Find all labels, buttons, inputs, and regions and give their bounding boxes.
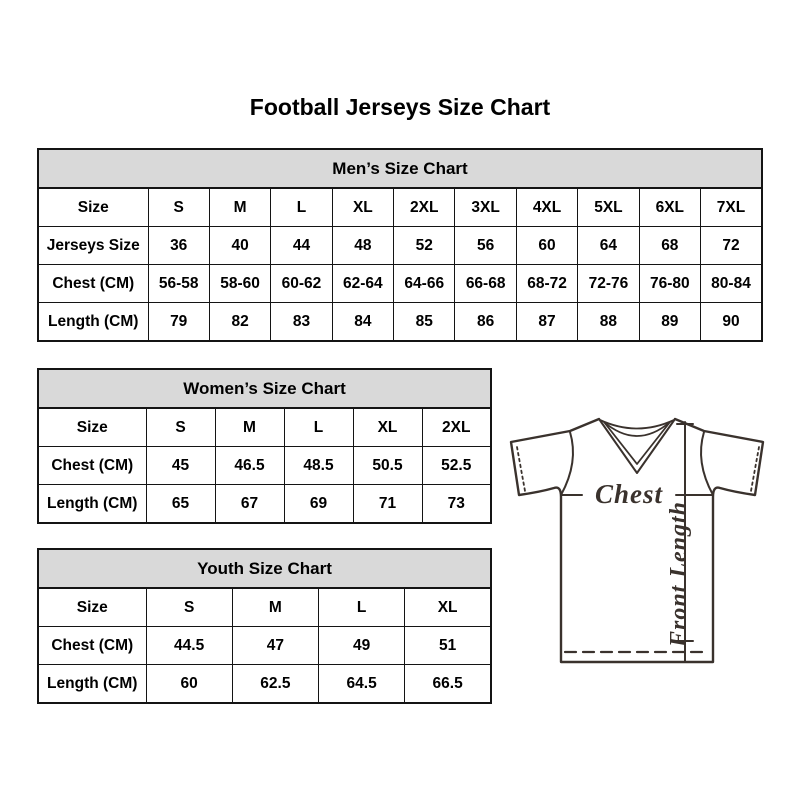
size-value-cell: 56-58: [148, 265, 209, 303]
men-chart-title: Men’s Size Chart: [38, 149, 762, 188]
size-value-cell: L: [271, 188, 332, 227]
mens-size-table-container: [37, 148, 763, 342]
size-value-cell: 46.5: [215, 447, 284, 485]
row-label: Length (CM): [38, 665, 146, 704]
size-value-cell: 84: [332, 303, 393, 342]
jersey-measurement-diagram: [508, 417, 768, 667]
size-value-cell: 67: [215, 485, 284, 524]
size-value-cell: 48: [332, 227, 393, 265]
size-value-cell: L: [284, 408, 353, 447]
size-value-cell: 65: [146, 485, 215, 524]
row-label: Length (CM): [38, 303, 148, 342]
size-value-cell: 64.5: [319, 665, 405, 704]
size-value-cell: 2XL: [422, 408, 491, 447]
womens-size-table-container: [37, 368, 492, 524]
size-value-cell: L: [319, 588, 405, 627]
size-value-cell: 86: [455, 303, 516, 342]
size-value-cell: 47: [232, 627, 318, 665]
size-value-cell: 40: [209, 227, 270, 265]
size-value-cell: XL: [405, 588, 491, 627]
armhole-seam-left: [561, 432, 573, 495]
size-value-cell: 72-76: [578, 265, 639, 303]
size-value-cell: 60: [146, 665, 232, 704]
size-value-cell: 4XL: [516, 188, 577, 227]
size-value-cell: 51: [405, 627, 491, 665]
row-label: Length (CM): [38, 485, 146, 524]
size-value-cell: 36: [148, 227, 209, 265]
row-label: Size: [38, 588, 146, 627]
size-value-cell: 44.5: [146, 627, 232, 665]
size-value-cell: 64-66: [394, 265, 455, 303]
row-label: Chest (CM): [38, 627, 146, 665]
size-value-cell: 2XL: [394, 188, 455, 227]
size-value-cell: S: [146, 408, 215, 447]
size-value-cell: 52.5: [422, 447, 491, 485]
size-value-cell: 3XL: [455, 188, 516, 227]
size-value-cell: 56: [455, 227, 516, 265]
size-value-cell: XL: [353, 408, 422, 447]
row-label: Jerseys Size: [38, 227, 148, 265]
youth-size-chart-table: [37, 548, 492, 704]
youth-chart-title: Youth Size Chart: [38, 549, 491, 588]
size-value-cell: S: [148, 188, 209, 227]
size-value-cell: 62.5: [232, 665, 318, 704]
row-label: Chest (CM): [38, 447, 146, 485]
row-label: Size: [38, 188, 148, 227]
size-value-cell: 73: [422, 485, 491, 524]
page-title: Football Jerseys Size Chart: [249, 94, 551, 120]
chest-label: Chest: [594, 479, 664, 509]
shirt-outline: [511, 419, 763, 662]
size-value-cell: 68: [639, 227, 700, 265]
size-value-cell: 90: [701, 303, 762, 342]
size-value-cell: 79: [148, 303, 209, 342]
size-value-cell: 69: [284, 485, 353, 524]
size-value-cell: 45: [146, 447, 215, 485]
size-value-cell: 49: [319, 627, 405, 665]
row-label: Size: [38, 408, 146, 447]
size-value-cell: 66-68: [455, 265, 516, 303]
youth-size-table-container: [37, 548, 492, 704]
size-value-cell: XL: [332, 188, 393, 227]
size-value-cell: 48.5: [284, 447, 353, 485]
front-length-label: Front Length: [666, 500, 692, 648]
size-value-cell: M: [215, 408, 284, 447]
size-value-cell: 71: [353, 485, 422, 524]
size-value-cell: 88: [578, 303, 639, 342]
size-value-cell: 89: [639, 303, 700, 342]
women-size-chart-table: [37, 368, 492, 524]
size-value-cell: 66.5: [405, 665, 491, 704]
size-value-cell: 58-60: [209, 265, 270, 303]
size-value-cell: 83: [271, 303, 332, 342]
size-value-cell: 52: [394, 227, 455, 265]
size-value-cell: 6XL: [639, 188, 700, 227]
size-value-cell: 68-72: [516, 265, 577, 303]
size-value-cell: 44: [271, 227, 332, 265]
size-value-cell: 7XL: [701, 188, 762, 227]
size-value-cell: 60: [516, 227, 577, 265]
size-value-cell: 72: [701, 227, 762, 265]
size-value-cell: 85: [394, 303, 455, 342]
women-chart-title: Women’s Size Chart: [38, 369, 491, 408]
size-value-cell: M: [209, 188, 270, 227]
size-value-cell: 64: [578, 227, 639, 265]
row-label: Chest (CM): [38, 265, 148, 303]
size-value-cell: S: [146, 588, 232, 627]
size-value-cell: 87: [516, 303, 577, 342]
size-value-cell: 76-80: [639, 265, 700, 303]
size-value-cell: 82: [209, 303, 270, 342]
size-value-cell: M: [232, 588, 318, 627]
men-size-chart-table: [37, 148, 763, 342]
size-value-cell: 5XL: [578, 188, 639, 227]
armhole-seam-right: [701, 432, 713, 495]
size-value-cell: 50.5: [353, 447, 422, 485]
size-value-cell: 80-84: [701, 265, 762, 303]
size-value-cell: 62-64: [332, 265, 393, 303]
size-value-cell: 60-62: [271, 265, 332, 303]
